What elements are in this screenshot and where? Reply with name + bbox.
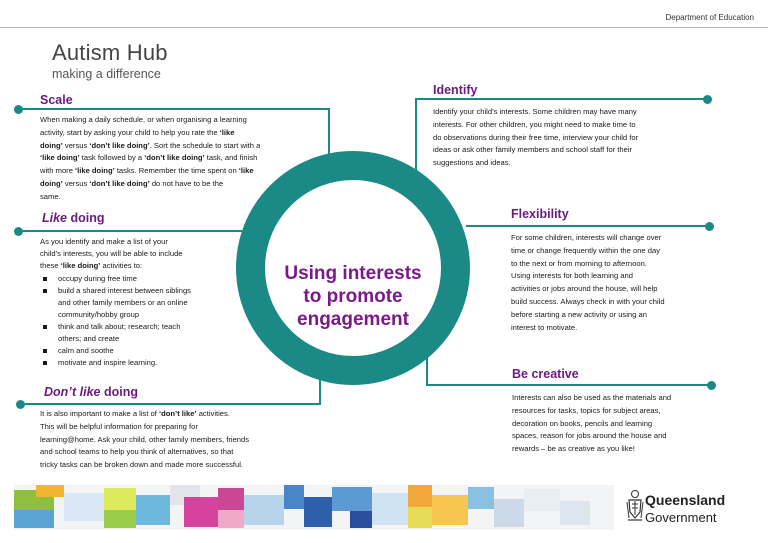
dont-connector-dot xyxy=(16,400,25,409)
creative-connector-dot xyxy=(707,381,716,390)
center-title-line-2: to promote xyxy=(303,286,403,307)
like-heading: Like doing xyxy=(42,211,105,225)
flexibility-heading: Flexibility xyxy=(511,207,569,221)
header-divider xyxy=(0,27,768,28)
government-wordmark: Government xyxy=(645,510,717,525)
list-item: motivate and inspire learning. xyxy=(40,357,260,369)
scale-heading: Scale xyxy=(40,93,73,107)
center-title-line-3: engagement xyxy=(297,309,409,330)
queensland-wordmark: Queensland xyxy=(645,492,726,508)
flexibility-connector xyxy=(466,225,709,227)
flexibility-connector-dot xyxy=(705,222,714,231)
creative-connector xyxy=(426,384,711,386)
scale-connector xyxy=(18,108,329,110)
color-banner xyxy=(14,485,614,530)
list-item: occupy during free time xyxy=(40,273,260,285)
flexibility-text: For some children, interests will change over time or change frequently within the one day to the next or from morning to afternoon. Using interests for both learning and activities or jobs around the house, will help build success. Always check in with your child before starting a new activity or using an interest to motivate. xyxy=(511,233,665,332)
like-intro: As you identify and make a list of your child’s interests, you will be able to include these ‘like doing’ activities to: xyxy=(40,237,183,270)
like-connector-dot xyxy=(14,227,23,236)
list-item: calm and soothe xyxy=(40,345,260,357)
brand-tagline: making a difference xyxy=(52,67,161,81)
list-item: think and talk about; research; teach others; and create xyxy=(40,321,260,345)
identify-heading: Identify xyxy=(433,83,478,97)
identify-text: Identify your child’s interests. Some children may have many interests. For other children, you might need to make time to do observations during their free time, interview your child for ideas or ask other family members and school staff for their suggestions and ideas. xyxy=(433,107,639,168)
dont-like-text: It is also important to make a list of ‘don’t like’ activities. This will be helpful information for preparing for learning@home. Ask your child, other family members, friends and school teams to help you think of alternatives, so that tricky tasks can be broken down and made more successful. xyxy=(40,409,250,470)
list-item: build a shared interest between siblings and other family members or an online community/hobby group xyxy=(40,285,260,321)
department-label: Department of Education xyxy=(665,13,754,22)
center-title xyxy=(270,262,436,331)
dont-like-heading: Don’t like doing xyxy=(44,385,138,399)
center-title-line-1: Using interests xyxy=(284,263,422,284)
scale-connector-dot xyxy=(14,105,23,114)
brand-title: Autism Hub xyxy=(52,40,168,65)
identify-connector xyxy=(416,98,707,100)
scale-text: When making a daily schedule, or when organising a learning activity, start by asking your child to help you rate the ‘like doing’ versus ‘don’t like doing’. Sort the schedule to start with a ‘like doing’ task followed by a ‘don’t like doing’ task, and finish with more ‘like doing’ tasks. Remember the time spent on ‘like doing’ versus ‘don’t like doing’ do not have to be the same. xyxy=(40,115,261,201)
like-connector xyxy=(18,230,242,232)
dont-connector xyxy=(20,403,320,405)
like-list xyxy=(40,273,260,369)
creative-text: Interests can also be used as the materials and resources for tasks, topics for subject areas, decoration on books, pencils and learning spaces, reason for jobs around the house and rewards – be as creative as you like! xyxy=(512,393,672,454)
queensland-crest-icon xyxy=(626,488,644,524)
creative-heading: Be creative xyxy=(512,367,579,381)
identify-connector-dot xyxy=(703,95,712,104)
identify-connector-vertical xyxy=(415,98,417,176)
